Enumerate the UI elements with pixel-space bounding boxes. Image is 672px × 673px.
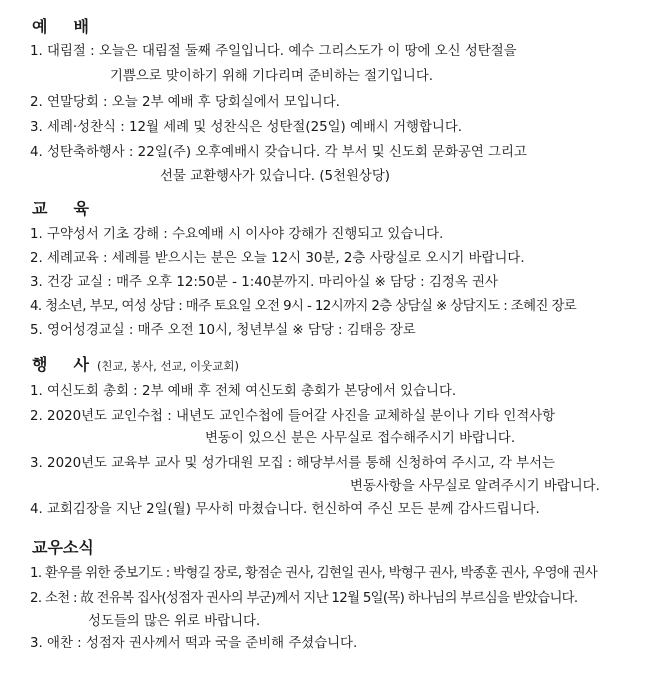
item-text: 여신도회 총회 : 2부 예배 후 전체 여신도회 총회가 본당에서 있습니다. xyxy=(47,384,457,399)
item-text: 성탄축하행사 : 22일(주) 오후예배시 갖습니다. 각 부서 및 신도회 문화공연 그리고 xyxy=(47,145,527,160)
list-item-continuation xyxy=(88,615,260,628)
list-item xyxy=(30,324,416,337)
list-item xyxy=(30,567,597,580)
item-number: 1. xyxy=(30,44,43,59)
section-title-char: 배 xyxy=(73,17,89,36)
item-text: 소천 : 故 전유복 집사(성점자 권사의 부군)께서 지난 12월 5일(목) 하나님의 부르심을 받았습니다. xyxy=(44,591,578,606)
list-item-continuation xyxy=(110,70,433,83)
item-text: 세례교육 : 세례를 받으시는 분은 오늘 12시 30분, 2층 사랑실로 오시기 바랍니다. xyxy=(47,251,525,266)
list-item xyxy=(30,300,576,313)
list-item xyxy=(30,45,517,58)
item-text: 환우를 위한 중보기도 : 박형길 장로, 황점순 권사, 김현일 권사, 박형구 권사, 박종훈 권사, 우영애 권사 xyxy=(44,566,598,581)
item-number: 1. xyxy=(30,566,42,581)
item-number: 2. xyxy=(30,409,43,424)
list-item xyxy=(30,592,577,605)
list-item xyxy=(30,252,525,265)
item-number: 3. xyxy=(30,636,43,651)
item-text: 변동사항을 사무실로 알려주시기 바랍니다. xyxy=(350,479,600,494)
section-title-worship xyxy=(32,14,89,37)
item-number: 3. xyxy=(30,456,43,471)
item-number: 4. xyxy=(30,502,43,517)
item-text: 세례·성찬식 : 12월 세례 및 성찬식은 성탄절(25일) 예배시 거행합니다. xyxy=(47,120,463,135)
item-text: 영어성경교실 : 매주 오전 10시, 청년부실 ※ 담당 : 김태응 장로 xyxy=(47,323,416,338)
item-number: 2. xyxy=(30,591,42,606)
item-text: 선물 교환행사가 있습니다. (5천원상당) xyxy=(160,169,391,184)
section-title-events xyxy=(32,352,239,375)
list-item xyxy=(30,228,443,241)
item-text: 청소년, 부모, 여성 상담 : 매주 토요일 오전 9시 - 12시까지 2층 상담실 ※ 상담지도 : 조혜진 장로 xyxy=(45,299,577,314)
section-title-char: 행 xyxy=(32,355,48,374)
list-item xyxy=(30,146,527,159)
item-number: 1. xyxy=(30,227,43,242)
item-number: 1. xyxy=(30,384,43,399)
list-item-continuation xyxy=(160,170,390,183)
item-text: 구약성서 기초 강해 : 수요예배 시 이사야 강해가 진행되고 있습니다. xyxy=(47,227,444,242)
item-text: 연말당회 : 오늘 2부 예배 후 당회실에서 모입니다. xyxy=(47,95,340,110)
item-number: 4. xyxy=(30,145,43,160)
item-text: 대림절 : 오늘은 대림절 둘째 주일입니다. 예수 그리스도가 이 땅에 오신 성탄절을 xyxy=(47,44,517,59)
section-title-char: 교 xyxy=(32,199,48,218)
list-item-continuation xyxy=(350,480,600,493)
section-title-char: 육 xyxy=(73,199,89,218)
item-number: 3. xyxy=(30,120,43,135)
item-text: 교회김장을 지난 2일(월) 무사히 마쳤습니다. 헌신하여 주신 모든 분께 감사드립니다. xyxy=(47,502,540,517)
list-item xyxy=(30,410,555,423)
list-item xyxy=(30,385,456,398)
item-number: 3. xyxy=(30,275,43,290)
item-number: 5. xyxy=(30,323,43,338)
item-number: 2. xyxy=(30,95,43,110)
section-title-education xyxy=(32,196,89,219)
item-number: 2. xyxy=(30,251,43,266)
item-text: 건강 교실 : 매주 오후 12:50분 - 1:40분까지. 마리아실 ※ 담당 : 김정옥 권사 xyxy=(47,275,498,290)
item-text: 2020년도 교인수첩 : 내년도 교인수첩에 들어갈 사진을 교체하실 분이나 기타 인적사항 xyxy=(47,409,556,424)
section-title-char: 예 xyxy=(32,17,48,36)
item-text: 기쁨으로 맞이하기 위해 기다리며 준비하는 절기입니다. xyxy=(110,69,434,84)
list-item-continuation xyxy=(205,432,515,445)
item-text: 변동이 있으신 분은 사무실로 접수해주시기 바랍니다. xyxy=(205,431,516,446)
list-item xyxy=(30,276,498,289)
item-text: 애찬 : 성점자 권사께서 떡과 국을 준비해 주셨습니다. xyxy=(47,636,358,651)
section-title-char: 사 xyxy=(73,355,89,374)
list-item xyxy=(30,503,540,516)
list-item xyxy=(30,96,340,109)
section-title-member-news: 교우소식 xyxy=(32,538,94,557)
section-subtitle: (친교, 봉사, 선교, 이웃교회) xyxy=(96,359,239,373)
list-item xyxy=(30,457,555,470)
item-text: 2020년도 교육부 교사 및 성가대원 모집 : 해당부서를 통해 신청하여 주시고, 각 부서는 xyxy=(47,456,555,471)
item-number: 4. xyxy=(30,299,42,314)
list-item xyxy=(30,637,357,650)
list-item xyxy=(30,121,462,134)
item-text: 성도들의 많은 위로 바랍니다. xyxy=(88,614,261,629)
